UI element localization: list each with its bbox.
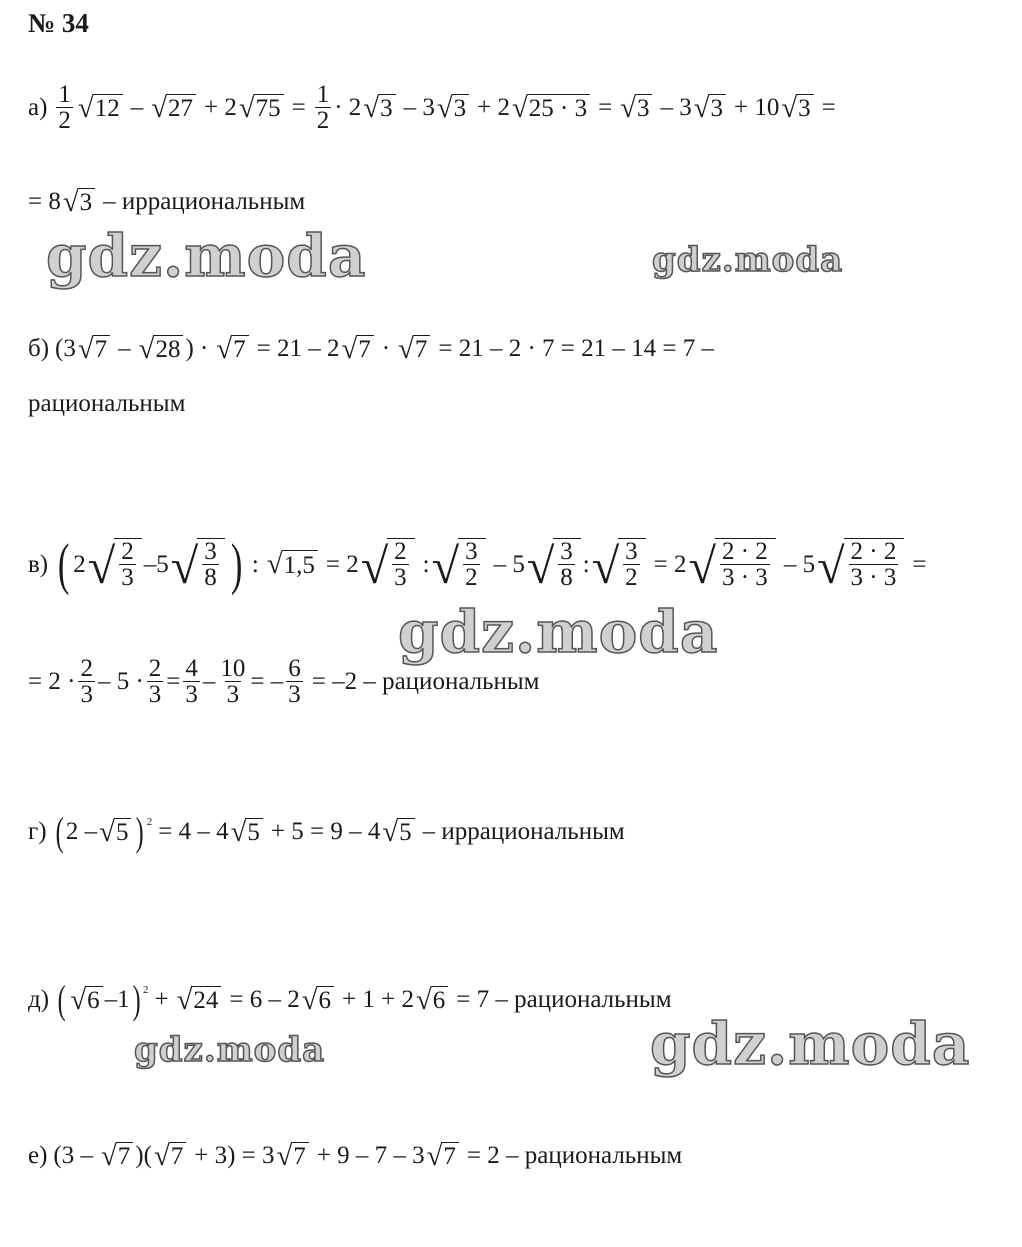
- sqrt: √ 1,5: [267, 550, 318, 579]
- sqrt: √ 7: [78, 335, 110, 364]
- watermark: gdz.moda: [134, 1030, 326, 1070]
- solution-b-line-1: [28, 335, 714, 364]
- sqrt: √ $\frac{2 \cdot 2}{3 \cdot 3}$: [817, 538, 904, 591]
- solution-g: [28, 809, 625, 854]
- text: )(: [135, 1142, 152, 1170]
- text: = 2 ·: [28, 668, 76, 696]
- conclusion-b: рациональным: [28, 390, 186, 417]
- watermark: gdz.moda: [398, 598, 719, 666]
- text: 2 –: [65, 818, 98, 845]
- fraction: $\frac{10}{3}$: [220, 655, 246, 708]
- text: + 2: [203, 94, 237, 122]
- text: =: [912, 550, 927, 578]
- sqrt: √ 7: [427, 1142, 459, 1171]
- solution-a-line-1: [28, 82, 836, 134]
- fraction: $\frac{4}{3}$: [185, 655, 198, 708]
- sqrt: √ 7: [216, 335, 248, 364]
- text: (3 –: [53, 1142, 93, 1170]
- sqrt: √ 5: [382, 818, 414, 847]
- text: –: [202, 668, 216, 696]
- text: –: [118, 335, 131, 363]
- text: 2: [73, 550, 86, 578]
- text: =: [166, 668, 181, 696]
- exponent: 2: [142, 984, 149, 996]
- sqrt: √ 5: [99, 818, 131, 847]
- text: :: [582, 550, 590, 578]
- text: + 3) = 3: [194, 1142, 275, 1170]
- text: = 4 – 4: [158, 818, 229, 845]
- sqrt: √ $\frac{3}{2}$: [432, 538, 486, 591]
- sqrt: √ 6: [302, 986, 334, 1015]
- text: = 21 – 2: [256, 335, 340, 363]
- watermark: gdz.moda: [650, 1010, 971, 1078]
- sqrt: √ $\frac{2 \cdot 2}{3 \cdot 3}$: [689, 538, 776, 591]
- fraction: $\frac{6}{3}$: [288, 655, 301, 708]
- sqrt: √ 5: [231, 818, 263, 847]
- text: :: [422, 550, 430, 578]
- text: = 2: [653, 550, 687, 578]
- sqrt: √ 7: [341, 335, 373, 364]
- sqrt: √ 3: [781, 94, 813, 123]
- text: + 9 – 7 – 3: [316, 1142, 425, 1170]
- text: + 1 + 2: [342, 986, 414, 1013]
- label-v: в): [28, 550, 49, 578]
- fraction: $\frac{2}{3}$: [148, 655, 162, 708]
- text: = 6 – 2: [229, 986, 300, 1013]
- text: – 5: [783, 550, 816, 578]
- watermark: gdz.moda: [652, 240, 844, 280]
- sqrt: √ 27: [151, 94, 196, 123]
- text: = 8: [28, 188, 61, 216]
- sqrt: √ 7: [101, 1142, 133, 1171]
- left-paren: (: [57, 977, 66, 1022]
- text: =: [291, 94, 306, 122]
- fraction: $\frac{2}{3}$: [80, 655, 93, 708]
- text: = 2: [325, 550, 359, 578]
- right-paren: ): [230, 533, 243, 596]
- solution-a-line-2: [28, 188, 305, 217]
- sqrt: √ $\frac{3}{8}$: [171, 538, 225, 591]
- text: + 5 = 9 – 4: [270, 818, 381, 845]
- conclusion-g: – иррациональным: [422, 818, 625, 845]
- fraction: $\frac{1}{2}$: [316, 81, 330, 134]
- label-a: а): [28, 94, 48, 122]
- label-d: д): [28, 986, 50, 1013]
- sqrt: √ 3: [437, 94, 469, 123]
- sqrt: √ 6: [416, 986, 448, 1015]
- fraction: $\frac{1}{2}$: [58, 81, 71, 134]
- text: =: [821, 94, 836, 122]
- sqrt: √ $\frac{3}{2}$: [592, 538, 646, 591]
- text: :: [251, 550, 259, 578]
- watermark: gdz.moda: [46, 222, 367, 290]
- text: – 5 ·: [97, 668, 144, 696]
- solution-d: [28, 977, 672, 1022]
- text: (3: [55, 335, 76, 363]
- left-paren: (: [55, 809, 64, 854]
- text: · 2: [334, 94, 362, 122]
- sqrt: √ $\frac{3}{8}$: [527, 538, 581, 591]
- text: – 3: [403, 94, 435, 122]
- text: =: [598, 94, 613, 122]
- sqrt: √ 25 · 3: [512, 94, 590, 123]
- solution-e: [28, 1142, 682, 1171]
- text: –: [130, 94, 144, 122]
- sqrt: √ 3: [363, 94, 395, 123]
- text: ·: [381, 335, 391, 363]
- left-paren: (: [57, 533, 70, 596]
- text: + 2: [477, 94, 510, 122]
- text: ) ·: [185, 335, 209, 363]
- text: = 21 – 2 · 7 = 21 – 14 = 7 –: [438, 335, 714, 363]
- solution-b-line-2: [28, 390, 185, 418]
- text: + 10: [734, 94, 780, 122]
- text: – 3: [660, 94, 692, 122]
- sqrt: √ 3: [63, 188, 95, 217]
- conclusion-d: = 7 – рациональным: [456, 986, 672, 1013]
- sqrt: √ 28: [139, 335, 184, 364]
- sqrt: √ 7: [154, 1142, 186, 1171]
- sqrt: √ 3: [620, 94, 652, 123]
- conclusion-v: = –2 – рациональным: [311, 668, 540, 696]
- sqrt: √ 24: [177, 986, 222, 1015]
- sqrt: √ $\frac{2}{3}$: [88, 538, 142, 591]
- label-e: е): [28, 1142, 48, 1170]
- sqrt: √ $\frac{2}{3}$: [361, 538, 415, 591]
- text: –5: [143, 550, 169, 578]
- text: +: [154, 986, 169, 1013]
- text: – 5: [493, 550, 525, 578]
- sqrt: √ 75: [239, 94, 284, 123]
- sqrt: √ 12: [78, 94, 123, 123]
- right-paren: ): [132, 977, 141, 1022]
- sqrt: √ 7: [277, 1142, 309, 1171]
- conclusion-e: = 2 – рациональным: [466, 1142, 683, 1170]
- exponent: 2: [146, 816, 153, 828]
- sqrt: √ 7: [398, 335, 430, 364]
- sqrt: √ 6: [70, 986, 102, 1015]
- problem-number: № 34: [28, 8, 89, 38]
- text: = –: [250, 668, 284, 696]
- text: –1: [104, 986, 130, 1013]
- solution-v-line-1: [28, 533, 927, 596]
- sqrt: √ 3: [694, 94, 726, 123]
- label-b: б): [28, 335, 50, 363]
- right-paren: ): [136, 809, 145, 854]
- conclusion-a: – иррациональным: [103, 188, 306, 216]
- label-g: г): [28, 818, 47, 845]
